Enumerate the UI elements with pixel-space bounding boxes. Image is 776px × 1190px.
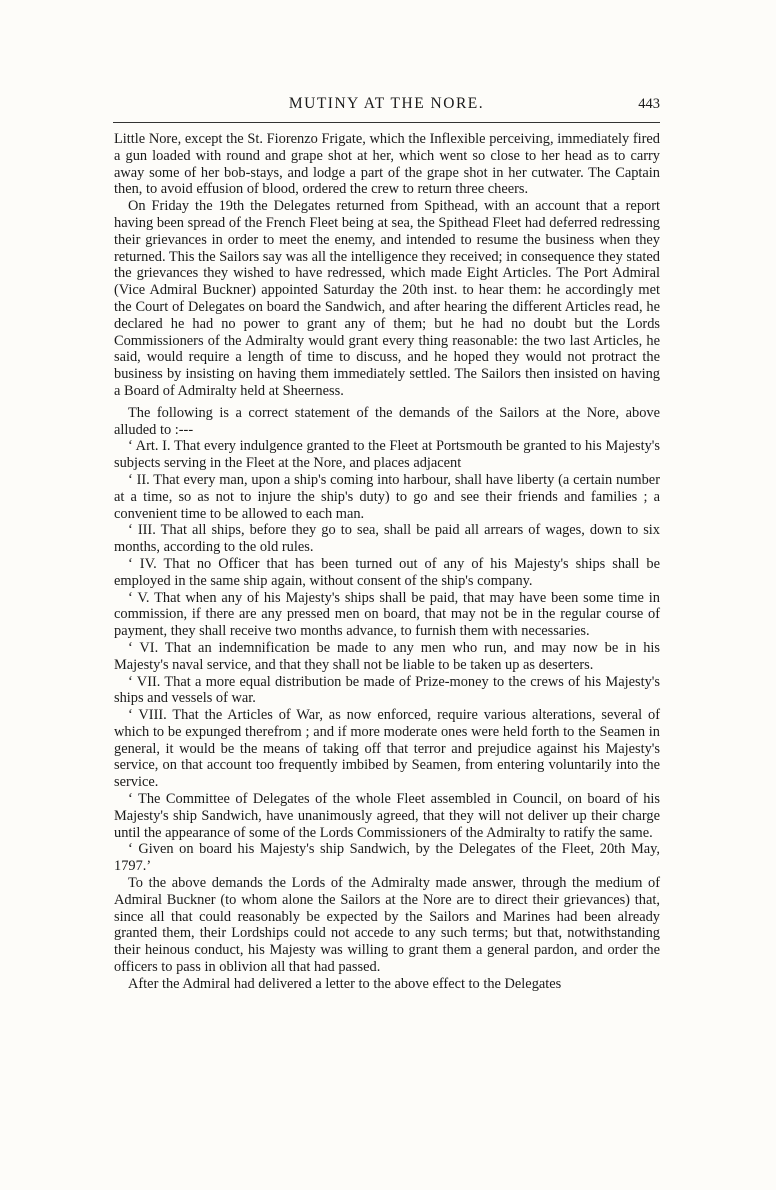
paragraph-continuation: Little Nore, except the St. Fiorenzo Frigate, which the Inflexible perceiving, immediately fired a gun loaded with round and grape shot at her, which went so close to her head as to carry away some of her bob-stays, and lodge a part of the grape shot in her cutwater. The Captain then, to avoid effusion of blood, ordered the crew to return three cheers. [114,131,660,198]
paragraph-statement-intro: The following is a correct statement of the demands of the Sailors at the Nore, above alluded to :--- [114,404,660,438]
paragraph-delegates-return: On Friday the 19th the Delegates returned from Spithead, with an account that a report having been spread of the French Fleet being at sea, the Spithead Fleet had deferred redressing their grievances in order to meet the enemy, and intended to resume the business when they returned. This the Sailors say was all the intelligence they received; in consequence they stated the grievances they wished to have redressed, which made Eight Articles. The Port Admiral (Vice Admiral Buckner) appointed Saturday the 20th inst. to hear them: he accordingly met the Court of Delegates on board the Sandwich, and after hearing the different Articles read, he declared he had no power to grant any of them; but he had no doubt but the Lords Commissioners of the Admiralty would grant every thing reasonable: the two last Articles, he said, would require a length of time to discuss, and he hoped they would not protract the business by insisting on having them immediately settled. The Sailors then insisted on having a Board of Admiralty held at Sheerness. [114,198,660,399]
paragraph-admiral-letter: After the Admiral had delivered a letter to the above effect to the Delegates [128,975,562,992]
page-number: 443 [638,96,660,112]
running-head: MUTINY AT THE NORE. [288,95,485,112]
article-2: ‘ II. That every man, upon a ship's coming into harbour, shall have liberty (a certain number at a time, so as not to injure the ship's duty) to go and see their friends and families ; a convenient time to be allowed to each man. [114,471,660,522]
article-3: ‘ III. That all ships, before they go to sea, shall be paid all arrears of wages, down to six months, according to the old rules. [114,522,660,556]
page-header [113,95,660,119]
article-7: ‘ VII. That a more equal distribution be made of Prize-money to the crews of his Majesty's ships and vessels of war. [114,673,660,707]
article-4: ‘ IV. That no Officer that has been turned out of any of his Majesty's ships shall be employed in the same ship again, without consent of the ship's company. [114,555,660,589]
body-text [114,131,660,993]
given-on-board: ‘ Given on board his Majesty's ship Sandwich, by the Delegates of the Fleet, 20th May, 1797.’ [114,841,660,875]
article-1: ‘ Art. I. That every indulgence granted to the Fleet at Portsmouth be granted to his Majesty's subjects serving in the Fleet at the Nore, and places adjacent [114,438,660,472]
article-8: ‘ VIII. That the Articles of War, as now enforced, require various alterations, several of which to be expunged therefrom ; and if more moderate ones were held forth to the Seamen in general, it would be the means of taking off that terror and prejudice against his Majesty's service, on that account too frequently imbibed by Seamen, from entering voluntarily into the service. [114,707,660,791]
article-5: ‘ V. That when any of his Majesty's ships shall be paid, that may have been some time in commission, if there are any pressed men on board, that may not be in the regular course of payment, they shall receive two months advance, to furnish them with necessaries. [114,589,660,640]
committee-resolution: ‘ The Committee of Delegates of the whole Fleet assembled in Council, on board of his Majesty's ship Sandwich, have unanimously agreed, that they will not deliver up their charge until the appearance of some of the Lords Commissioners of the Admiralty to ratify the same. [114,791,660,841]
admiralty-answer: To the above demands the Lords of the Admiralty made answer, through the medium of Admiral Buckner (to whom alone the Sailors at the Nore are to direct their grievances) that, since all that could reasonably be expected by the Sailors and Marines had been already granted them, their Lordships could not accede to any such terms; but that, notwithstanding their heinous conduct, his Majesty was willing to grant them a general pardon, and order the officers to pass in oblivion all that had passed. [114,875,660,976]
article-6: ‘ VI. That an indemnification be made to any men who run, and may now be in his Majesty's naval service, and that they shall not be liable to be taken up as deserters. [114,639,660,673]
header-rule [113,122,660,123]
